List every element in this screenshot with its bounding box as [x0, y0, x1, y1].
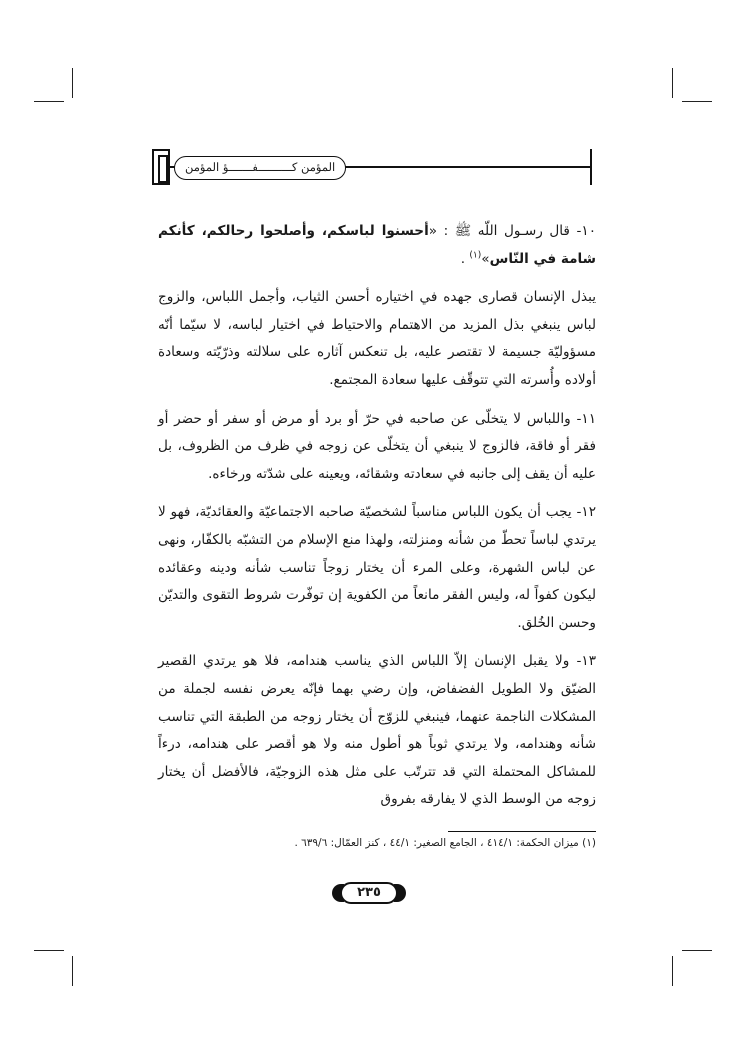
- sentence-end: .: [460, 250, 470, 267]
- running-header: [152, 149, 592, 185]
- crop-mark: [682, 950, 712, 951]
- paragraph: يبذل الإنسان قصارى جهده في اختياره أحسن الثياب، وأجمل اللباس، والزوج لباس ينبغي بذل المزيد من الاهتمام والاحتياط في اختيار لباسه، لا سيّما أنّه مسؤوليّة جسيمة لا تقتصر عليه، بل تنعكس آثاره على سلالته وذرّيّته وسعادة أولاده وأُسرته التي تتوقّف عليها سعادة المجتمع.: [158, 289, 596, 388]
- page-body: [158, 218, 596, 825]
- header-cap-ornament: [152, 149, 170, 185]
- quote-close: »: [481, 250, 490, 267]
- crop-mark: [72, 956, 73, 986]
- footnote: (١) ميزان الحكمة: ٤١٤/١ ، الجامع الصغير: ٤٤/١ ، كنز العمّال: ٦٣٩/٦ .: [294, 837, 596, 849]
- paragraph-13: ١٣- ولا يقبل الإنسان إلاّ اللباس الذي يناسب هندامه، فلا هو يرتدي القصير الضيّق ولا الطويل الفضفاض، وإن رضي بهما فإنّه يعرض نفسه لجملة من المشكلات الناجمة عنهما، فينبغي للزوّج أن يختار زوجه من الطبقة التي تناسب شأنه وهندامه، ولا يرتدي ثوباً هو أطول منه ولا هو أقصر على هندامه، درءاً للمشاكل المحتملة التي قد تترتّب على مثل هذه الزوجيّة، فالأفضل أن يختار زوجه من الوسط الذي لا يفارقه بفروق: [158, 653, 596, 808]
- paragraph-12: ١٢- يجب أن يكون اللباس مناسباً لشخصيّة صاحبه الاجتماعيّة والعقائديّة، فهو لا يرتدي لباساً تحطّ من شأنه ومنزلته، ولهذا منع الإسلام من التشبّه بالكفّار، ونهى عن لباس الشهرة، وعلى المرء أن يختار زوجاً تناسب شأنه ودينه وعقائده ليكون كفواً له، وليس الفقر مانعاً من الكفوية إن توفّرت شروط التقوى والتديّن وحسن الخُلق.: [158, 504, 596, 631]
- crop-mark: [72, 68, 73, 98]
- footnote-rule: [448, 831, 596, 832]
- crop-mark: [672, 956, 673, 986]
- header-cap-ornament: [580, 149, 592, 185]
- page-number: ٢٣٥: [340, 882, 398, 904]
- hadith-lead: قال رسـول اللّه ﷺ : «: [428, 223, 570, 239]
- paragraph-11: ١١- واللباس لا يتخلّى عن صاحبه في حرّ أو برد أو مرض أو سفر أو حضر أو فقر أو فاقة، فالزوج لا ينبغي أن يتخلّى عن زوجه في ظرف من الظروف، بل عليه أن يقف إلى جانبه في سعادته وشقائه، ويعينه على شدّته ورخاءه.: [158, 410, 596, 482]
- paragraph-number: ١٠-: [569, 223, 596, 239]
- crop-mark: [34, 101, 64, 102]
- crop-mark: [672, 68, 673, 98]
- footnote-ref[interactable]: (١): [469, 250, 482, 261]
- crop-mark: [34, 950, 64, 951]
- page-number-badge: [332, 880, 406, 906]
- paragraph-10: [158, 218, 596, 273]
- hadith-quote: أحسنوا لباسكم، وأصلحوا رحالكم، كأنكم شامة في النّاس: [158, 223, 596, 267]
- crop-mark: [682, 101, 712, 102]
- running-title: المؤمن كــــــــــفـــــــؤ المؤمن: [174, 156, 346, 180]
